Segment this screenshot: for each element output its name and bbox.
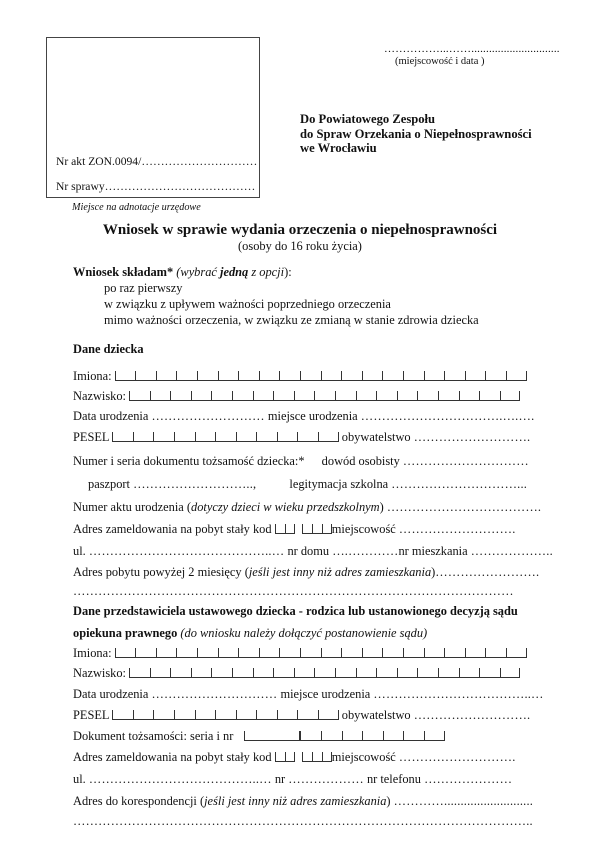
child-birth-row: Data urodzenia ……………………… miejsce urodzenia …………………………….….…. [73,409,535,423]
char-cell[interactable] [170,391,191,401]
guardian-id-number-input[interactable] [300,729,444,740]
guardian-pesel-row: PESEL obywatelstwo ………………………. [73,708,531,722]
char-cell[interactable] [129,668,150,678]
char-cell[interactable] [211,668,232,678]
child-id-card-field[interactable]: ………………………… [402,454,529,468]
char-cell[interactable] [191,391,212,401]
char-cell[interactable] [294,668,315,678]
guardian-correspondence-continuation[interactable]: ……………………………………………………………………………………………….. [73,814,533,828]
child-birth-date-field[interactable]: ……………………… [151,409,265,423]
char-cell[interactable] [285,524,295,534]
child-postal-code-a[interactable] [275,522,295,533]
char-cell[interactable] [341,648,362,658]
char-cell[interactable] [312,752,322,762]
char-cell[interactable] [417,391,438,401]
guardian-birth-row: Data urodzenia ………………………… miejsce urodzenia ………………………………..… [73,687,544,701]
char-cell[interactable] [356,668,377,678]
char-cell[interactable] [424,371,445,381]
char-cell[interactable] [294,391,315,401]
guardian-house-number-field[interactable]: ……………… [288,772,364,786]
char-cell[interactable] [382,371,403,381]
char-cell[interactable] [479,668,500,678]
char-cell[interactable] [322,752,332,762]
child-citizenship-field[interactable]: ………………………. [413,430,531,444]
char-cell[interactable] [112,710,133,720]
char-cell[interactable] [403,371,424,381]
guardian-surname-input[interactable] [129,666,520,677]
guardian-street-field[interactable]: …………………………………..… [88,772,272,786]
child-section-heading: Dane dziecka [73,342,144,356]
char-cell[interactable] [362,648,383,658]
char-cell[interactable] [156,648,177,658]
char-cell[interactable] [275,752,285,762]
child-postal-code-b[interactable] [302,522,332,533]
guardian-correspondence-row: Adres do korespondencji (jeśli jest inny niż adres zamieszkania) …………........................... [73,794,534,808]
char-cell[interactable] [424,731,445,741]
char-cell[interactable] [444,371,465,381]
guardian-postal-code-b[interactable] [302,750,332,761]
char-cell[interactable] [506,371,527,381]
char-cell[interactable] [322,524,332,534]
child-surname-row: Nazwisko: [73,389,520,404]
char-cell[interactable] [335,391,356,401]
guardian-correspondence-field[interactable]: …………........................... [393,794,534,808]
child-house-number-field[interactable]: ….………… [332,544,399,558]
guardian-first-names-row: Imiona: [73,646,527,661]
child-birth-cert-row: Numer aktu urodzenia (dotyczy dzieci w wieku przedszkolnym) ………………………………. [73,500,542,514]
char-cell[interactable] [256,710,277,720]
child-city-field[interactable]: ………………………. [398,522,516,536]
char-cell[interactable] [273,668,294,678]
char-cell[interactable] [285,752,295,762]
char-cell[interactable] [314,391,335,401]
char-cell[interactable] [403,648,424,658]
char-cell[interactable] [115,371,136,381]
child-passport-row: paszport ……………………….., legitymacja szkolna …………………………... [88,477,528,491]
guardian-city-field[interactable]: ………………………. [398,750,516,764]
char-cell[interactable] [485,371,506,381]
place-date-label: (miejscowość i data ) [395,56,485,67]
char-cell[interactable] [300,648,321,658]
child-passport-field[interactable]: ……………………….., [133,477,257,491]
char-cell[interactable] [297,710,318,720]
annotation-box-caption: Miejsce na adnotacje urzędowe [72,202,201,213]
char-cell[interactable] [465,648,486,658]
char-cell[interactable] [459,391,480,401]
child-street-field[interactable]: ……………………………………..… [88,544,285,558]
guardian-postal-code-a[interactable] [275,750,295,761]
child-address-row: Adres zameldowania na pobyt stały kod miejscowość ………………………. [73,522,516,536]
char-cell[interactable] [112,432,133,442]
guardian-phone-field[interactable]: ………………… [424,772,513,786]
char-cell[interactable] [133,710,154,720]
char-cell[interactable] [424,648,445,658]
char-cell[interactable] [277,710,298,720]
child-first-names-row: Imiona: [73,369,527,384]
char-cell[interactable] [302,524,312,534]
char-cell[interactable] [417,668,438,678]
char-cell[interactable] [479,391,500,401]
guardian-first-names-input[interactable] [115,646,527,657]
child-birth-place-field[interactable]: …………………………….….…. [360,409,535,423]
char-cell[interactable] [259,648,280,658]
char-cell[interactable] [259,371,280,381]
case-file-number-field[interactable]: Nr akt ZON.0094/………………………… [56,155,258,168]
char-cell[interactable] [195,710,216,720]
char-cell[interactable] [438,391,459,401]
request-option-expired[interactable]: w związku z upływem ważności poprzedniego orzeczenia [104,297,391,311]
char-cell[interactable] [397,391,418,401]
char-cell[interactable] [232,668,253,678]
char-cell[interactable] [356,391,377,401]
char-cell[interactable] [459,668,480,678]
char-cell[interactable] [321,648,342,658]
char-cell[interactable] [321,731,342,741]
request-option-first-time[interactable]: po raz pierwszy [104,281,183,295]
char-cell[interactable] [318,432,339,442]
char-cell[interactable] [500,668,521,678]
guardian-birth-place-field[interactable]: ………………………………..… [373,687,544,701]
char-cell[interactable] [135,371,156,381]
char-cell[interactable] [314,668,335,678]
char-cell[interactable] [485,648,506,658]
guardian-street-row: ul. …………………………………..… nr ……………… nr telefonu ………………… [73,772,513,786]
char-cell[interactable] [197,648,218,658]
child-birth-cert-field[interactable]: ………………………………. [386,500,542,514]
child-apartment-number-field[interactable]: ……………….. [470,544,553,558]
char-cell[interactable] [253,668,274,678]
char-cell[interactable] [275,524,285,534]
guardian-id-series-input[interactable] [244,729,300,740]
guardian-id-doc-row: Dokument tożsamości: seria i nr [73,729,445,744]
char-cell[interactable] [218,371,239,381]
char-cell[interactable] [376,668,397,678]
char-cell[interactable] [176,648,197,658]
char-cell[interactable] [256,432,277,442]
char-cell[interactable] [150,668,171,678]
char-cell[interactable] [236,710,257,720]
official-annotation-box [46,37,260,198]
char-cell[interactable] [153,710,174,720]
char-cell[interactable] [297,432,318,442]
char-cell[interactable] [321,371,342,381]
char-cell[interactable] [279,371,300,381]
char-cell[interactable] [362,371,383,381]
child-pesel-input[interactable] [112,430,339,441]
char-cell[interactable] [115,648,136,658]
char-cell[interactable] [215,710,236,720]
child-stay-address-continuation[interactable]: …………………………………………………………………………………………… [73,584,514,598]
char-cell[interactable] [465,371,486,381]
child-id-doc-row: Numer i seria dokumentu tożsamość dziecka:* dowód osobisty ………………………… [73,454,529,468]
child-stay-address-row: Adres pobytu powyżej 2 miesięcy (jeśli jest inny niż adres zamieszkania)……………………. [73,565,540,579]
char-cell[interactable] [129,391,150,401]
child-school-id-field[interactable]: …………………………... [391,477,528,491]
char-cell[interactable] [174,710,195,720]
char-cell[interactable] [277,432,298,442]
guardian-citizenship-field[interactable]: ………………………. [413,708,531,722]
request-type-label: Wniosek składam* (wybrać jedną z opcji): [73,265,292,279]
char-cell[interactable] [135,648,156,658]
char-cell[interactable] [500,391,521,401]
char-cell[interactable] [150,391,171,401]
char-cell[interactable] [302,752,312,762]
char-cell[interactable] [506,648,527,658]
char-cell[interactable] [215,432,236,442]
char-cell[interactable] [191,668,212,678]
child-pesel-row: PESEL obywatelstwo ………………………. [73,430,531,444]
char-cell[interactable] [195,432,216,442]
char-cell[interactable] [197,371,218,381]
guardian-birth-date-field[interactable]: ………………………… [151,687,278,701]
page-subtitle: (osoby do 16 roku życia) [238,239,362,253]
char-cell[interactable] [376,391,397,401]
guardian-address-row: Adres zameldowania na pobyt stały kod miejscowość ………………………. [73,750,516,764]
char-cell[interactable] [362,731,383,741]
char-cell[interactable] [170,668,191,678]
char-cell[interactable] [156,371,177,381]
char-cell[interactable] [153,432,174,442]
char-cell[interactable] [318,710,339,720]
page-title: Wniosek w sprawie wydania orzeczenia o niepełnosprawności [102,222,498,238]
char-cell[interactable] [236,432,257,442]
child-first-names-input[interactable] [115,369,527,380]
char-cell[interactable] [335,668,356,678]
case-number-field[interactable]: Nr sprawy………………………………… [56,180,256,193]
char-cell[interactable] [174,432,195,442]
char-cell[interactable] [253,391,274,401]
char-cell[interactable] [218,648,239,658]
char-cell[interactable] [300,731,321,741]
char-cell[interactable] [238,648,259,658]
char-cell[interactable] [312,524,322,534]
char-cell[interactable] [438,668,459,678]
char-cell[interactable] [383,731,404,741]
char-cell[interactable] [133,432,154,442]
char-cell[interactable] [382,648,403,658]
char-cell[interactable] [342,731,363,741]
child-surname-input[interactable] [129,389,520,400]
char-cell[interactable] [232,391,253,401]
guardian-section-heading: Dane przedstawiciela ustawowego dziecka - rodzica lub ustanowionego decyzją sądu [73,604,518,618]
recipient-address: Do Powiatowego Zespołu do Spraw Orzekania o Niepełnosprawności we Wrocławiu [300,112,532,155]
char-cell[interactable] [444,648,465,658]
char-cell[interactable] [211,391,232,401]
child-street-row: ul. ……………………………………..… nr domu ….…………nr mieszkania ……………….. [73,544,553,558]
char-cell[interactable] [273,391,294,401]
char-cell[interactable] [403,731,424,741]
char-cell[interactable] [176,371,197,381]
guardian-pesel-input[interactable] [112,708,339,719]
guardian-section-heading-2: opiekuna prawnego (do wniosku należy dołączyć postanowienie sądu) [73,626,428,640]
char-cell[interactable] [279,648,300,658]
char-cell[interactable] [300,371,321,381]
child-stay-address-field[interactable]: ……………………. [435,565,540,579]
guardian-surname-row: Nazwisko: [73,666,520,681]
char-cell[interactable] [238,371,259,381]
char-cell[interactable] [341,371,362,381]
place-date-field[interactable]: ……………...…….............................. [384,43,560,55]
request-option-health-change[interactable]: mimo ważności orzeczenia, w związku ze zmianą w stanie zdrowia dziecka [104,313,479,327]
char-cell[interactable] [244,731,300,741]
char-cell[interactable] [397,668,418,678]
